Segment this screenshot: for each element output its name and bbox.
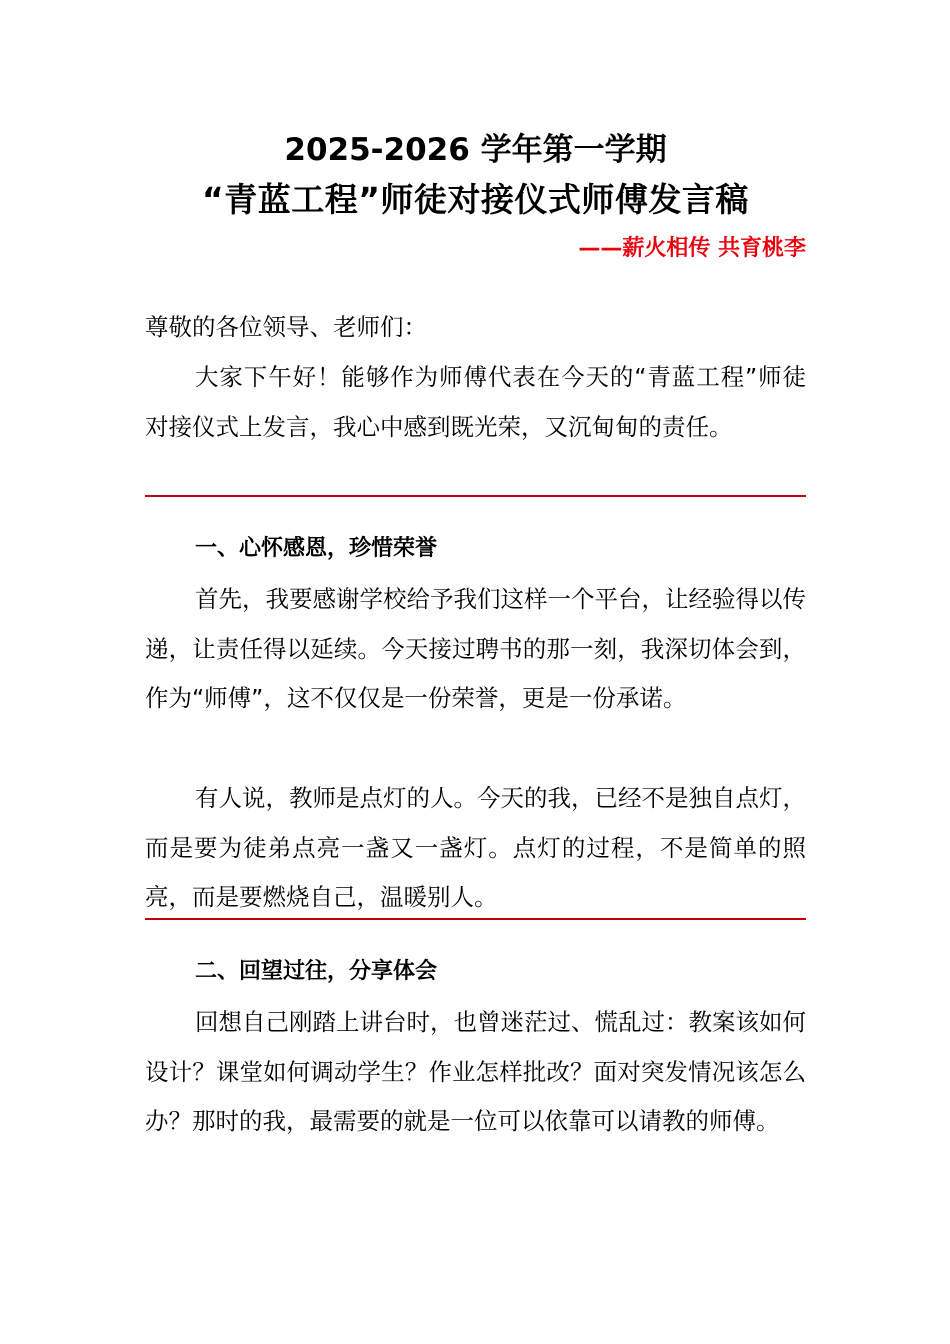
document-title-line2: “青蓝工程”师徒对接仪式师傅发言稿: [202, 180, 749, 219]
document-title-line1: 2025-2026 学年第一学期: [284, 132, 667, 168]
section-2-paragraph-1: 回想自己刚踏上讲台时，也曾迷茫过、慌乱过：教案该如何设计？课堂如何调动学生？作业怎样批改？面对突发情况该怎么办？那时的我，最需要的就是一位可以依靠可以请教的师傅。: [145, 1008, 806, 1136]
section-heading-1: 一、心怀感恩，珍惜荣誉: [195, 536, 438, 561]
section-heading-2: 二、回望过往，分享体会: [195, 959, 438, 984]
intro-paragraph: 大家下午好！能够作为师傅代表在今天的“青蓝工程”师徒对接仪式上发言，我心中感到既光荣，又沉甸甸的责任。: [145, 363, 806, 441]
section-1-paragraph-2: 有人说，教师是点灯的人。今天的我，已经不是独自点灯，而是要为徒弟点亮一盏又一盏灯。点灯的过程，不是简单的照亮，而是要燃烧自己，温暖别人。: [145, 784, 806, 912]
section-divider: [145, 495, 806, 497]
salutation: 尊敬的各位领导、老师们：: [145, 313, 427, 341]
section-divider: [145, 918, 806, 920]
section-1-paragraph-1: 首先，我要感谢学校给予我们这样一个平台，让经验得以传递，让责任得以延续。今天接过聘书的那一刻，我深切体会到，作为“师傅”，这不仅仅是一份荣誉，更是一份承诺。: [145, 585, 806, 713]
document-subtitle: ——薪火相传 共育桃李: [578, 236, 806, 261]
